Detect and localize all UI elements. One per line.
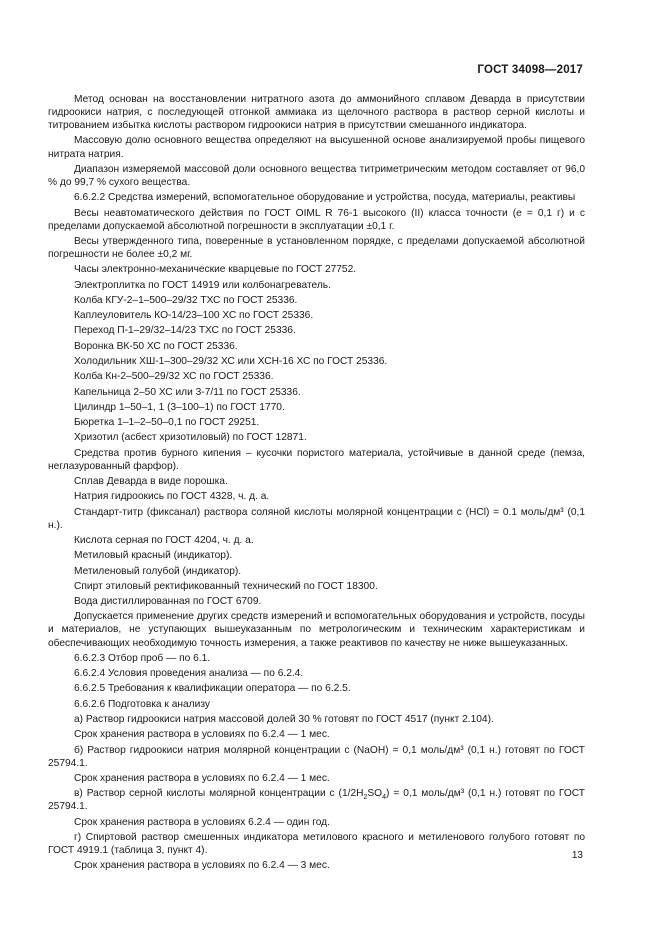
list-item: Цилиндр 1–50–1, 1 (3–100–1) по ГОСТ 1770.	[74, 401, 285, 413]
page-number: 13	[571, 850, 583, 861]
list-item: Колба КГУ-2–1–500–29/32 ТХС по ГОСТ 25336.	[74, 294, 298, 306]
paragraph: Срок хранения раствора в условиях 6.2.4 — один год.	[74, 816, 330, 828]
subsection: 6.6.2.5 Требования к квалификации оператора — по 6.2.5.	[74, 683, 351, 695]
subscript: 2	[363, 794, 368, 802]
text-fragment: в) Раствор серной кислоты молярной концентрации с (1/2H	[74, 788, 364, 800]
paragraph: Стандарт-титр (фиксанал) раствора соляной кислоты молярной концентрации с (HCl) = 0.1 моль/дм³ (0,1 н.).	[48, 506, 585, 531]
subsection: 6.6.2.3 Отбор проб — по 6.1.	[74, 652, 211, 664]
list-item: Электроплитка по ГОСТ 14919 или колбонагреватель.	[74, 279, 331, 291]
paragraph: Весы утвержденного типа, поверенные в установленном порядке, с пределами допускаемой абсолютной погрешности не более ±0,2 мг.	[48, 235, 585, 260]
paragraph: Срок хранения раствора в условиях по 6.2.4 — 3 мес.	[74, 860, 330, 872]
list-item: Переход П-1–29/32–14/23 ТХС по ГОСТ 25336.	[74, 325, 296, 337]
paragraph: Срок хранения раствора в условиях по 6.2.4 — 1 мес.	[74, 729, 330, 741]
list-item: Каплеуловитель КО-14/23–100 ХС по ГОСТ 25336.	[74, 310, 314, 322]
section-heading: 6.6.2.2 Средства измерений, вспомогательное оборудование и устройства, посуда, материалы, реактивы	[74, 192, 576, 204]
subsection: 6.6.2.6 Подготовка к анализу	[74, 698, 210, 710]
list-item: Метиловый красный (индикатор).	[74, 550, 233, 562]
paragraph: Диапазон измеряемой массовой доли основного вещества титриметрическим методом составляет от 96,0 % до 99,7 % сухого вещества.	[48, 163, 585, 188]
list-item: Метиленовый голубой (индикатор).	[74, 565, 242, 577]
list-item: Вода дистиллированная по ГОСТ 6709.	[74, 596, 262, 608]
list-item: Кислота серная по ГОСТ 4204, ч. д. а.	[74, 534, 254, 546]
paragraph: Допускается применение других средств измерений и вспомогательных оборудования и устройств, посуды и материалов, не уступающих вышеуказанным по метрологическим и техническим характеристикам и обеспечивающих необходимую точность измерения, а также реактивов по качеству не ниже вышеуказанных.	[48, 611, 585, 649]
list-item: Сплав Деварда в виде порошка.	[74, 476, 228, 487]
list-item: Воронка ВК-50 ХС по ГОСТ 25336.	[74, 340, 238, 352]
list-item: Натрия гидроокись по ГОСТ 4328, ч. д. а.	[74, 491, 270, 503]
list-item: Спирт этиловый ректификованный технический по ГОСТ 18300.	[74, 580, 378, 592]
subscript: 4	[382, 794, 387, 802]
paragraph: Массовую долю основного вещества определяют на высушенной основе анализируемой пробы пищевого нитрата натрия.	[48, 135, 585, 160]
text-fragment: ) = 0,1 моль/дм³ (0,1 н.) готовят по ГОСТ 25794.1.	[48, 788, 586, 813]
text-fragment: SO	[367, 788, 383, 800]
sulfuric-acid-paragraph	[48, 787, 585, 813]
list-item: Колба Кн-2–500–29/32 ХС по ГОСТ 25336.	[74, 371, 274, 383]
list-item: Капельница 2–50 ХС или 3-7/11 по ГОСТ 25336.	[74, 386, 301, 398]
list-item: Холодильник ХШ-1–300–29/32 ХС или ХСН-16 ХС по ГОСТ 25336.	[74, 355, 388, 367]
paragraph: б) Раствор гидроокиси натрия молярной концентрации с (NaOH) = 0,1 моль/дм³ (0,1 н.) готовят по ГОСТ 25794.1.	[48, 744, 585, 769]
subsection: 6.6.2.4 Условия проведения анализа — по 6.2.4.	[74, 668, 304, 680]
list-item: Бюретка 1–1–2–50–0,1 по ГОСТ 29251.	[74, 417, 260, 429]
paragraph: Весы неавтоматического действия по ГОСТ OIML R 76-1 высокого (II) класса точности (е = 0,1 г) и с пределами допускаемой абсолютной погрешности в эксплуатации ±0,1 г.	[48, 207, 585, 232]
paragraph: Метод основан на восстановлении нитратного азота до аммонийного сплавом Деварда в присутствии гидроокиси натрия, с последующей отгонкой аммиака из щелочного раствора в раствор серной кислоты и титрованием избытка кислоты раствором гидроокиси натрия в присутствии смешанного индикатора.	[48, 94, 585, 132]
document-header: ГОСТ 34098—2017	[477, 64, 583, 76]
list-item: Хризотил (асбест хризотиловый) по ГОСТ 12871.	[74, 432, 307, 444]
document-body	[48, 93, 585, 874]
paragraph: г) Спиртовой раствор смешенных индикатора метилового красного и метиленового голубого готовят по ГОСТ 4919.1 (таблица 3, пункт 4).	[48, 831, 585, 856]
list-item: Часы электронно-механические кварцевые по ГОСТ 27752.	[74, 264, 357, 276]
paragraph: Срок хранения раствора в условиях по 6.2.4 — 1 мес.	[74, 772, 330, 784]
paragraph: Средства против бурного кипения – кусочки пористого материала, устойчивые в данной среде (пемза, неглазурованный фарфор).	[48, 447, 585, 472]
paragraph: а) Раствор гидроокиси натрия массовой долей 30 % готовят по ГОСТ 4517 (пункт 2.104).	[74, 713, 494, 725]
